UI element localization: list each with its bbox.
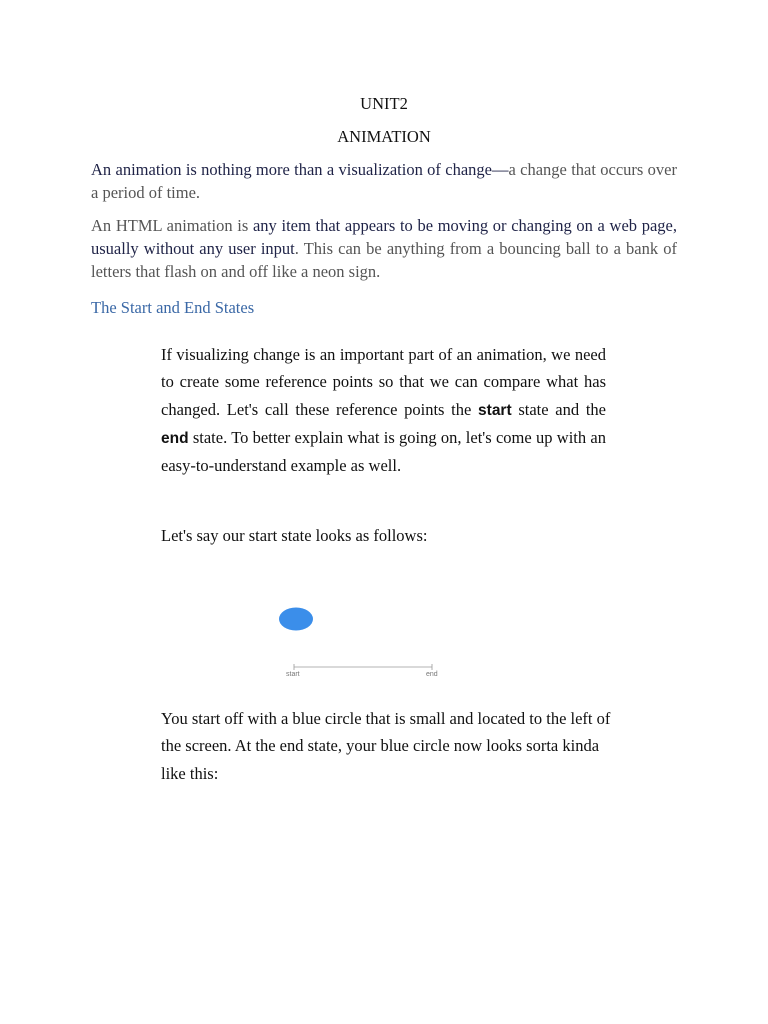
states-text-c: state. To better explain what is going on, let's come up with an easy-to-understand example as well. <box>161 427 606 476</box>
intro-p2-dark-text: any item that appears to be moving or changing on a web page, usually without any user input <box>91 216 677 258</box>
intro-p1-dark-text: An animation is nothing more than a visualization of change— <box>91 160 509 179</box>
start-keyword: start <box>478 401 512 419</box>
document-title: ANIMATION <box>337 127 431 146</box>
start-state-intro: Let's say our start state looks as follows: <box>161 526 428 545</box>
timeline-end-label: end <box>426 671 438 678</box>
states-paragraph <box>161 341 606 479</box>
start-state-diagram <box>270 595 460 685</box>
end-state-intro: You start off with a blue circle that is small and located to the left of the screen. At the end state, your blue circle now looks sorta kinda like this: <box>161 709 611 783</box>
intro-paragraph-2 <box>91 214 677 283</box>
states-text-a: If visualizing change is an important part of an animation, we need to create some reference points so that we can compare what has changed. Let's call these reference points the <box>161 345 606 419</box>
end-keyword: end <box>161 429 189 447</box>
section-heading: The Start and End States <box>91 298 255 317</box>
states-text-b: state and the <box>511 399 606 419</box>
blue-circle <box>279 608 313 631</box>
intro-p2-grey-b: . This can be anything from a bouncing ball to a bank of letters that flash on and off like a neon sign. <box>91 239 677 281</box>
intro-p1-grey-text: a change that occurs over a period of time. <box>91 160 677 202</box>
intro-paragraph-1 <box>91 158 677 204</box>
timeline-start-label: start <box>286 671 300 678</box>
unit-label: UNIT2 <box>360 94 408 113</box>
intro-p2-grey-a: An HTML animation is <box>91 216 253 235</box>
